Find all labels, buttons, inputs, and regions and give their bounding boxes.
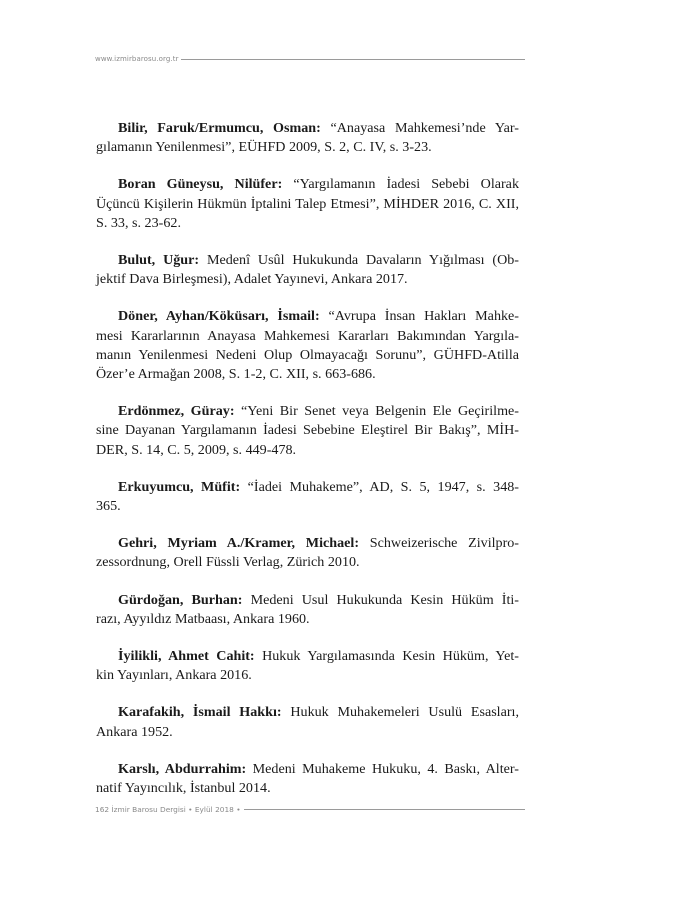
bibliography-entry xyxy=(96,591,519,629)
entry-continuation: Ankara 1952. xyxy=(96,723,173,740)
entry-continuation: sine Dayanan Yargılamanın İadesi Sebebine Eleştirel Bir Bakış”, MİH-DER, S. 14, C. 5, 2009, s. 449-478. xyxy=(96,422,519,458)
header-url: www.izmirbarosu.org.tr xyxy=(95,55,179,63)
entry-title-start: Medeni Muhakeme Hukuku, 4. Baskı, Alter- xyxy=(252,760,519,777)
entry-author: Erdönmez, Güray: xyxy=(118,403,235,420)
bibliography-list xyxy=(96,119,520,816)
entry-title-start: “İadei Muhakeme”, AD, S. 5, 1947, s. 348- xyxy=(247,478,519,495)
entry-title-start: “Yeni Bir Senet veya Belgenin Ele Geçirilme- xyxy=(241,403,519,420)
bibliography-entry xyxy=(96,647,520,685)
entry-author: İyilikli, Ahmet Cahit: xyxy=(118,648,255,665)
bibliography-entry xyxy=(96,175,519,233)
entry-author: Bulut, Uğur: xyxy=(118,252,200,269)
entry-title-start: “Yargılamanın İadesi Sebebi Olarak xyxy=(293,176,519,193)
entry-title-start: Hukuk Yargılamasında Kesin Hüküm, Yet- xyxy=(262,648,520,665)
entry-author: Erkuyumcu, Müfit: xyxy=(118,478,241,495)
bibliography-entry xyxy=(96,119,520,157)
entry-author: Gehri, Myriam A./Kramer, Michael: xyxy=(118,535,360,552)
page-header xyxy=(95,52,525,66)
entry-continuation: mesi Kararlarının Anayasa Mahkemesi Kararları Bakımından Yargıla-manın Yenilenmesi Nedeni Olup Olmayacağı Sorunu”, GÜHFD-Atilla Özer’e Armağan 2008, S. 1-2, C. XII, s. 663-686. xyxy=(96,327,519,383)
entry-continuation: razı, Ayyıldız Matbaası, Ankara 1960. xyxy=(96,610,310,627)
entry-title-start: Hukuk Muhakemeleri Usulü Esasları, xyxy=(290,704,519,721)
bibliography-entry xyxy=(96,760,519,798)
entry-title-start: “Avrupa İnsan Hakları Mahke- xyxy=(328,308,519,325)
page-footer xyxy=(95,802,525,816)
entry-title-start: Medenî Usûl Hukukunda Davaların Yığılması (Ob- xyxy=(206,252,519,269)
bibliography-entry xyxy=(96,402,519,460)
footer-rule xyxy=(244,809,525,810)
entry-continuation: kin Yayınları, Ankara 2016. xyxy=(96,667,252,684)
bibliography-entry xyxy=(96,307,519,384)
entry-continuation: zessordnung, Orell Füssli Verlag, Zürich 2010. xyxy=(96,554,360,571)
bibliography-entry xyxy=(96,534,520,572)
entry-continuation: 365. xyxy=(96,498,121,515)
entry-author: Döner, Ayhan/Köküsarı, İsmail: xyxy=(118,308,320,325)
entry-continuation: jektif Dava Birleşmesi), Adalet Yayınevi, Ankara 2017. xyxy=(96,271,408,288)
bibliography-entry xyxy=(96,251,519,289)
entry-author: Bilir, Faruk/Ermumcu, Osman: xyxy=(118,120,321,136)
bibliography-entry xyxy=(96,703,519,741)
entry-author: Boran Güneysu, Nilüfer: xyxy=(118,176,283,193)
entry-author: Karafakih, İsmail Hakkı: xyxy=(118,704,282,721)
entry-continuation: gılamanın Yenilenmesi”, EÜHFD 2009, S. 2, C. IV, s. 3-23. xyxy=(96,139,432,156)
entry-continuation: natif Yayıncılık, İstanbul 2014. xyxy=(96,780,271,797)
entry-continuation: Üçüncü Kişilerin Hükmün İptalini Talep Etmesi”, MİHDER 2016, C. XII, S. 33, s. 23-62. xyxy=(96,195,519,231)
bibliography-entry xyxy=(96,478,519,516)
entry-author: Gürdoğan, Burhan: xyxy=(118,591,243,608)
entry-title-start: Medeni Usul Hukukunda Kesin Hüküm İti- xyxy=(250,591,519,608)
entry-title-start: Schweizerische Zivilpro- xyxy=(369,535,520,552)
footer-page-info: 162 İzmir Barosu Dergisi • Eylül 2018 • xyxy=(95,804,241,814)
header-rule xyxy=(181,59,525,60)
entry-author: Karslı, Abdurrahim: xyxy=(118,760,247,777)
entry-title-start: “Anayasa Mahkemesi’nde Yar- xyxy=(330,120,520,136)
